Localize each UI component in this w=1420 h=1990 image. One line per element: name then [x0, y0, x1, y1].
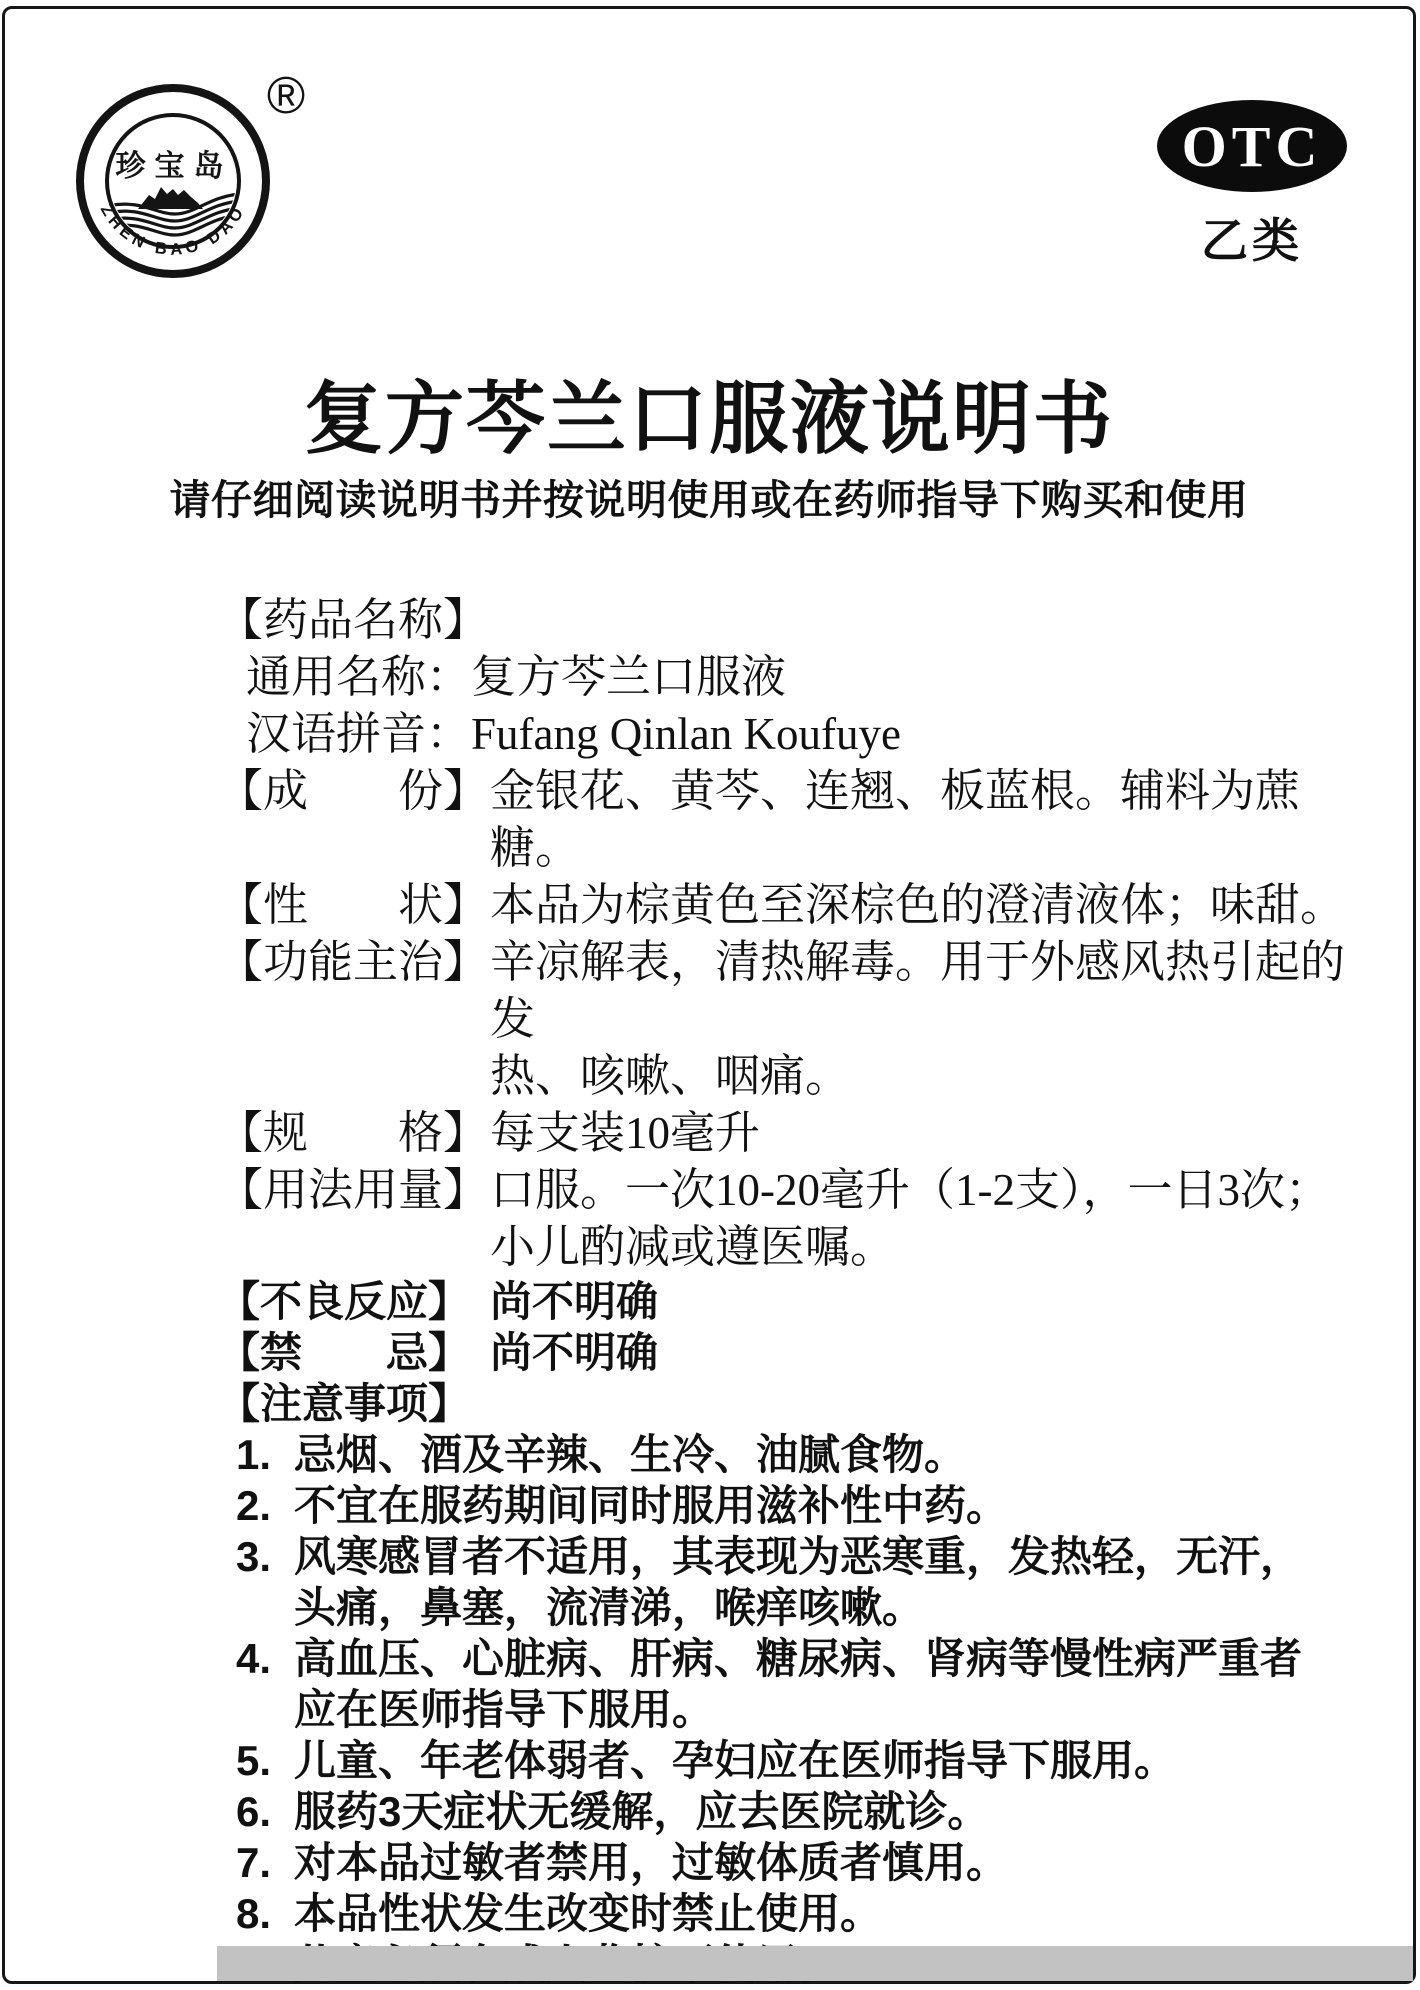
insert-line — [218, 1378, 1373, 1429]
logo-brand-name: 珍宝岛 — [116, 149, 233, 183]
insert-line — [218, 1786, 1373, 1837]
insert-line — [218, 1531, 1373, 1582]
otc-ellipse-icon — [1157, 100, 1347, 192]
section-label: 【用法用量】 — [218, 1162, 490, 1219]
line-text: 金银花、黄芩、连翘、板蓝根。辅料为蔗糖。 — [490, 763, 1373, 877]
insert-line — [218, 1219, 1373, 1276]
section-label: 【功能主治】 — [218, 934, 490, 991]
insert-line — [218, 1327, 1373, 1378]
insert-line — [218, 1429, 1373, 1480]
line-text: 应在医师指导下服用。 — [294, 1686, 714, 1733]
line-text: 通用名称：复方芩兰口服液 — [246, 652, 786, 702]
bottom-gray-bar — [217, 1946, 1413, 1981]
package-insert-page — [2, 6, 1416, 1984]
insert-line — [218, 934, 1373, 1048]
insert-line — [218, 1837, 1373, 1888]
insert-line — [218, 706, 1373, 763]
item-number: 2. — [236, 1480, 294, 1531]
otc-category-label: 乙类 — [1157, 204, 1347, 271]
document-body — [218, 592, 1373, 1990]
line-text: 尚不明确 — [490, 1327, 658, 1378]
line-text: 本品性状发生改变时禁止使用。 — [294, 1888, 882, 1939]
section-label: 【性 状】 — [218, 877, 490, 934]
insert-line — [218, 1162, 1373, 1219]
line-text: 风寒感冒者不适用，其表现为恶寒重，发热轻，无汗， — [294, 1531, 1302, 1582]
section-label: 【药品名称】 — [218, 592, 490, 649]
insert-line — [218, 1276, 1373, 1327]
insert-line — [218, 1735, 1373, 1786]
insert-line — [218, 877, 1373, 934]
insert-line — [218, 1105, 1373, 1162]
brand-logo-icon — [58, 59, 328, 299]
line-text: 忌烟、酒及辛辣、生冷、油腻食物。 — [294, 1429, 966, 1480]
line-text: 辛凉解表，清热解毒。用于外感风热引起的发 — [490, 934, 1373, 1048]
line-text: 尚不明确 — [490, 1276, 658, 1327]
line-text: 每支装10毫升 — [490, 1105, 760, 1162]
item-number: 6. — [236, 1786, 294, 1837]
section-label: 【成 份】 — [218, 763, 490, 820]
item-number: 3. — [236, 1531, 294, 1582]
section-label: 【注意事项】 — [218, 1378, 490, 1429]
line-text: 对本品过敏者禁用，过敏体质者慎用。 — [294, 1837, 1008, 1888]
insert-line — [218, 1480, 1373, 1531]
logo-romanized-text: ZHEN BAO DAO — [97, 201, 250, 259]
insert-line — [218, 649, 1373, 706]
section-label: 【规 格】 — [218, 1105, 490, 1162]
logo-mountain-icon — [138, 187, 203, 209]
item-number: 8. — [236, 1888, 294, 1939]
line-text: 小儿酌减或遵医嘱。 — [490, 1222, 895, 1272]
page-subtitle: 请仔细阅读说明书并按说明使用或在药师指导下购买和使用 — [5, 467, 1413, 526]
line-text: 服药3天症状无缓解，应去医院就诊。 — [294, 1786, 989, 1837]
line-text: 不宜在服药期间同时服用滋补性中药。 — [294, 1480, 1008, 1531]
section-label: 【不良反应】 — [218, 1276, 490, 1327]
otc-badge — [1157, 100, 1347, 271]
item-number: 4. — [236, 1633, 294, 1684]
insert-line — [218, 1888, 1373, 1939]
page-title: 复方芩兰口服液说明书 — [5, 355, 1413, 469]
registered-trademark-icon: ® — [267, 67, 305, 125]
line-text: 本品为棕黄色至深棕色的澄清液体；味甜。 — [490, 877, 1345, 934]
item-number: 5. — [236, 1735, 294, 1786]
item-number: 1. — [236, 1429, 294, 1480]
insert-line — [218, 1048, 1373, 1105]
otc-label: OTC — [1182, 113, 1323, 180]
line-text: 头痛，鼻塞，流清涕，喉痒咳嗽。 — [294, 1584, 924, 1631]
insert-line — [218, 592, 1373, 649]
insert-line — [218, 763, 1373, 877]
insert-line — [218, 1684, 1373, 1735]
item-number: 7. — [236, 1837, 294, 1888]
line-text: 高血压、心脏病、肝病、糖尿病、肾病等慢性病严重者 — [294, 1633, 1302, 1684]
line-text: 儿童、年老体弱者、孕妇应在医师指导下服用。 — [294, 1735, 1176, 1786]
insert-line — [218, 1633, 1373, 1684]
line-text: 汉语拼音：Fufang Qinlan Koufuye — [246, 709, 901, 759]
section-label: 【禁 忌】 — [218, 1327, 490, 1378]
insert-line — [218, 1582, 1373, 1633]
line-text: 热、咳嗽、咽痛。 — [490, 1051, 850, 1101]
line-text: 口服。一次10-20毫升（1-2支），一日3次； — [490, 1162, 1330, 1219]
